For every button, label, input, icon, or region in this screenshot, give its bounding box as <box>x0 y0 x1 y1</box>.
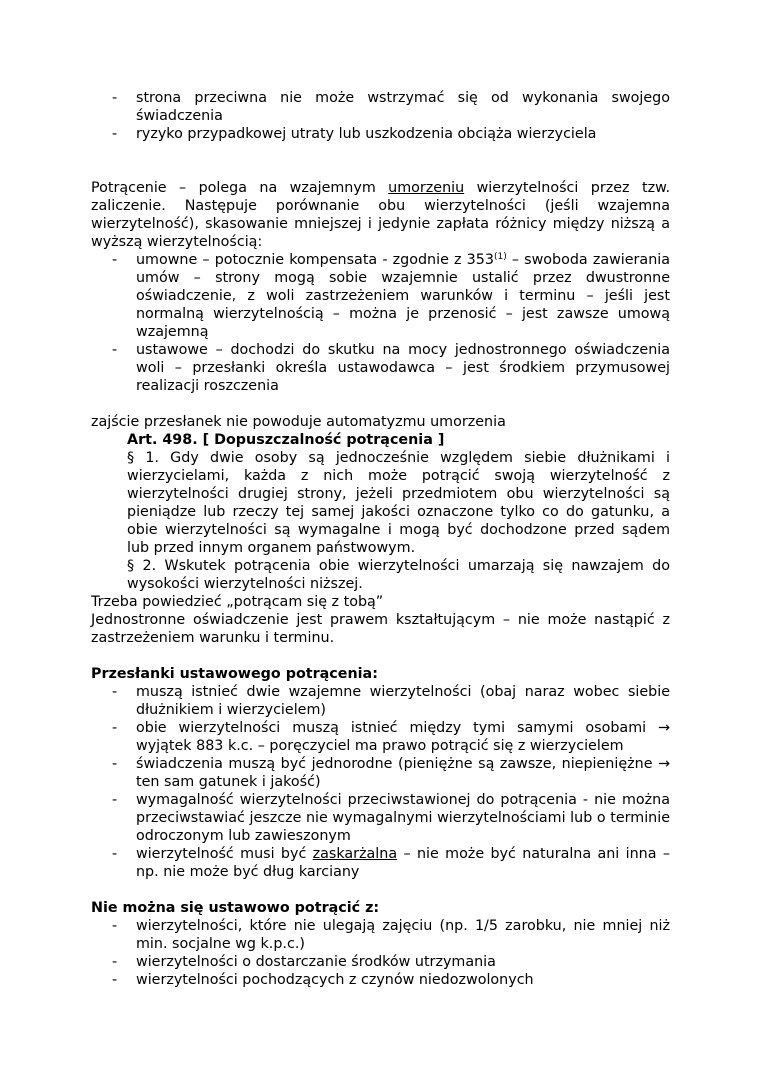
list-item: - ustawowe – dochodzi do skutku na mocy jednostronnego oświadczenia woli – przesłanki określa ustawodawca – jest środkiem przymusowej realizacji roszczenia <box>112 342 670 394</box>
article-par-1: § 1. Gdy dwie osoby są jednocześnie względem siebie dłużnikami i wierzycielami, każda z nich może potrącić swoją wierzytelność z wierzytelności drugiej strony, jeżeli przedmiotem obu wierzytelności są pieniądze lub rzeczy tej samej jakości oznaczone tylko co do gatunku, a obie wierzytelności są wymagalne i mogą być dochodzone przed sądem lub przed innym organem państwowym. <box>127 450 670 556</box>
przeslanki-list <box>91 683 670 881</box>
bullet-dash: - <box>112 342 118 358</box>
article-title: Art. 498. [ Dopuszczalność potrącenia ] <box>127 432 445 448</box>
nie-mozna-heading: Nie można się ustawowo potrącić z: <box>91 900 380 916</box>
bullet-dash: - <box>112 846 118 862</box>
list-item: - wierzytelność musi być zaskarżalna – nie może być naturalna ani inna – np. nie może być dług karciany <box>112 846 670 880</box>
nie-mozna-list <box>91 917 670 989</box>
underlined-term: umorzeniu <box>388 180 465 196</box>
potracenie-paragraph: Potrącenie – polega na wzajemnym umorzeniu wierzytelności przez tzw. zaliczenie. Następuje porównanie obu wierzytelności (jeśli wzajemna wierzytelność), skasowanie mniejszej i jedynie zapłata różnicy między niższą a wyższą wierzytelnością: <box>91 180 670 250</box>
list-item: - wierzytelności o dostarczanie środków utrzymania <box>112 954 496 970</box>
list-item: - muszą istnieć dwie wzajemne wierzytelności (obaj naraz wobec siebie dłużnikiem i wierzycielem) <box>112 684 670 718</box>
list-item: - obie wierzytelności muszą istnieć między tymi samymi osobami → wyjątek 883 k.c. – poręczyciel ma prawo potrącić się z wierzycielem <box>112 720 670 754</box>
jednostronne-paragraph: Jednostronne oświadczenie jest prawem kształtującym – nie może nastąpić z zastrzeżeniem warunku i terminu. <box>91 612 670 646</box>
list-item: - świadczenia muszą być jednorodne (pieniężne są zawsze, niepieniężne → ten sam gatunek i jakość) <box>112 756 670 790</box>
list-item: - wierzytelności, które nie ulegają zajęciu (np. 1/5 zarobku, nie mniej niż min. socjalne wg k.p.c.) <box>112 918 670 952</box>
bullet-dash: - <box>112 756 118 772</box>
zajscie-line: zajście przesłanek nie powoduje automatyzmu umorzenia <box>91 414 506 430</box>
bullet-dash: - <box>112 792 118 808</box>
bullet-dash: - <box>112 252 118 268</box>
list-item: - wymagalność wierzytelności przeciwstawionej do potrącenia - nie można przeciwstawiać jeszcze nie wymagalnymi wierzytelnościami lub o terminie odroczonym lub zawieszonym <box>112 792 670 844</box>
list-item: - umowne – potocznie kompensata - zgodnie z 353$^{(1)}$ – swoboda zawierania umów – strony mogą sobie wzajemnie ustalić przez dwustronne oświadczenie, z woli zastrzeżeniem warunków i terminu – jeśli jest normalną wierzytelnością – można je przenosić – jest zawsze umową wzajemną <box>112 252 670 340</box>
underlined-term: zaskarżalna <box>312 846 398 862</box>
trzeba-line: Trzeba powiedzieć „potrącam się z tobą” <box>91 594 384 610</box>
bullet-dash: - <box>112 918 118 934</box>
bullet-dash: - <box>112 684 118 700</box>
bullet-dash: - <box>112 720 118 736</box>
przeslanki-heading: Przesłanki ustawowego potrącenia: <box>91 666 378 682</box>
bullet-dash: - <box>112 972 118 988</box>
intro-list <box>91 89 670 143</box>
list-item: - ryzyko przypadkowej utraty lub uszkodzenia obciąża wierzyciela <box>112 126 597 142</box>
bullet-dash: - <box>112 954 118 970</box>
bullet-dash: - <box>112 90 118 106</box>
list-item: - strona przeciwna nie może wstrzymać się od wykonania swojego świadczenia <box>112 90 670 124</box>
list-item: - wierzytelności pochodzących z czynów niedozwolonych <box>112 972 534 988</box>
document-page <box>91 89 670 989</box>
article-par-2: § 2. Wskutek potrącenia obie wierzytelności umarzają się nawzajem do wysokości wierzytelności niższej. <box>127 558 670 592</box>
article-block <box>91 431 670 593</box>
potracenie-list <box>91 251 670 395</box>
bullet-dash: - <box>112 126 118 142</box>
